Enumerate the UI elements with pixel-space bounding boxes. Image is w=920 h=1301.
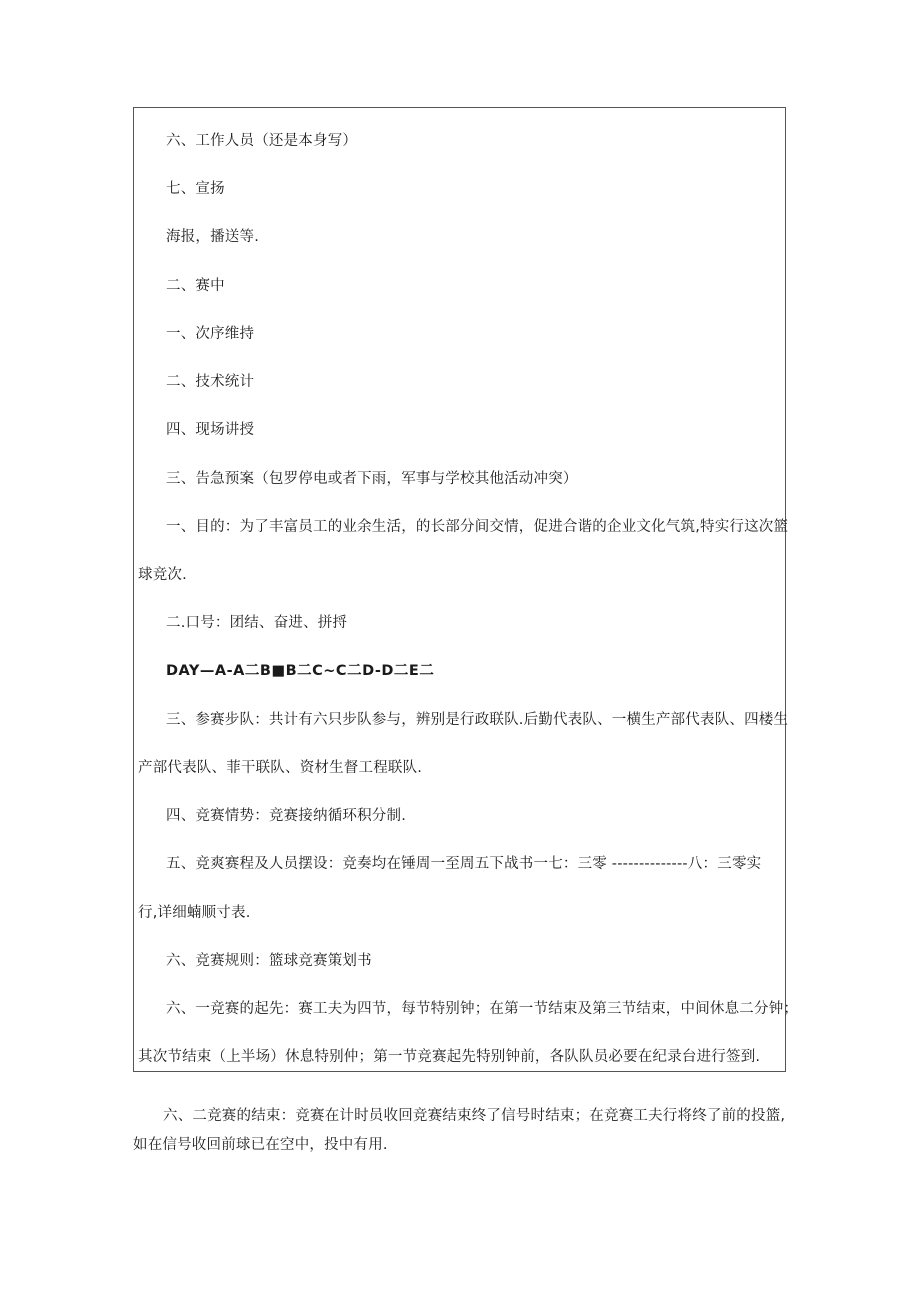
day-schedule-code: DAY—A-A二B■B二C~C二D-D二E二 bbox=[166, 663, 435, 679]
item-tech-stats: 二、技术统计 bbox=[166, 374, 255, 390]
purpose-line-2: 球竞次. bbox=[138, 567, 187, 583]
teams-line-1: 三、参赛步队：共计有六只步队参与，辨别是行政联队.后勤代表队、一横生产部代表队、四楼生 bbox=[166, 712, 789, 728]
teams-line-2: 产部代表队、菲干联队、资材生督工程联队. bbox=[138, 760, 423, 776]
section-during-game: 二、赛中 bbox=[166, 278, 225, 294]
start-rule-line-1: 六、一竞赛的起先：赛工夫为四节，每节特别钟；在第一节结束及第三节结束，中间休息二分钟； bbox=[166, 1001, 799, 1017]
schedule-line-2: 行,详细蝻顺寸表. bbox=[138, 905, 251, 921]
item-live-commentary: 四、现场讲授 bbox=[166, 422, 255, 438]
start-rule-line-2: 其次节结束（上半场）休息特别仲；第一节竞赛起先特别钟前，各队队员必要在纪录台进行签到. bbox=[138, 1049, 761, 1065]
document-table-frame bbox=[133, 107, 789, 1072]
format-line: 四、竞赛情势：竞赛接纳循环积分制. bbox=[166, 808, 407, 824]
purpose-line-1: 一、目的：为了丰富员工的业余生活，的长部分间交情，促进合谐的企业文化气筑,特实行这次篮 bbox=[166, 519, 789, 535]
slogan-line: 二.口号：团结、奋进、拼捋 bbox=[166, 615, 348, 631]
item-order-maintenance: 一、次序维持 bbox=[166, 326, 255, 342]
section-publicity: 七、宣扬 bbox=[166, 181, 225, 197]
section-emergency-plan: 三、告急预案（包罗停电或者下雨，军事与学校其他活动冲突） bbox=[166, 471, 578, 487]
section-staff: 六、工作人员（还是本身写） bbox=[166, 133, 358, 149]
rules-line: 六、竞赛规则：篮球竞赛策划书 bbox=[166, 953, 372, 969]
schedule-line-1: 五、竞爽赛程及人员摆设：竞奏均在锤周一至周五下战书一七：三零 --------------八：三零实 bbox=[166, 856, 762, 872]
publicity-detail: 海报，播送等. bbox=[166, 229, 260, 245]
end-rule-line-1: 六、二竞赛的结束：竞赛在计时员收回竞赛结束终了信号时结束；在竞赛工夫行将终了前的投篮, bbox=[163, 1108, 786, 1124]
end-rule-line-2: 如在信号收回前球已在空中，投中有用. bbox=[133, 1137, 388, 1153]
